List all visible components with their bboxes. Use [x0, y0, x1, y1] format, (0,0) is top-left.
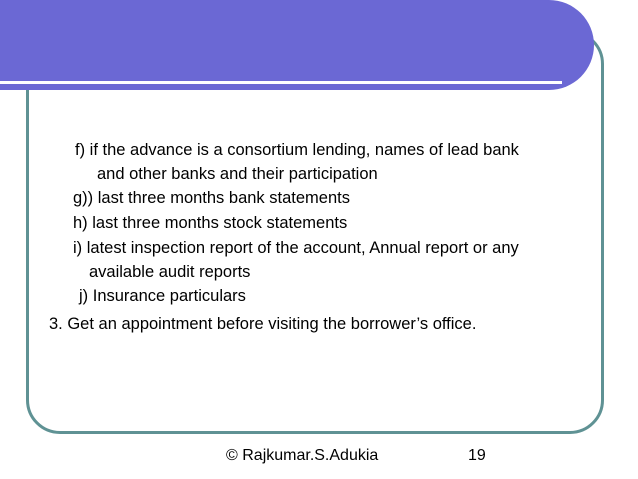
list-item-j: j) Insurance particulars: [79, 287, 246, 305]
footer-copyright: © Rajkumar.S.Adukia: [226, 447, 379, 464]
step-3: 3. Get an appointment before visiting the borrower’s office.: [49, 315, 477, 333]
list-item-g: g)) last three months bank statements: [73, 189, 350, 207]
list-item-i: i) latest inspection report of the account, Annual report or any: [73, 239, 519, 257]
list-item-i-continued: available audit reports: [89, 263, 251, 281]
page-number: 19: [468, 447, 486, 464]
list-item-f: f) if the advance is a consortium lending, names of lead bank: [75, 141, 519, 159]
list-item-h: h) last three months stock statements: [73, 214, 348, 232]
list-item-f-continued: and other banks and their participation: [97, 165, 378, 183]
